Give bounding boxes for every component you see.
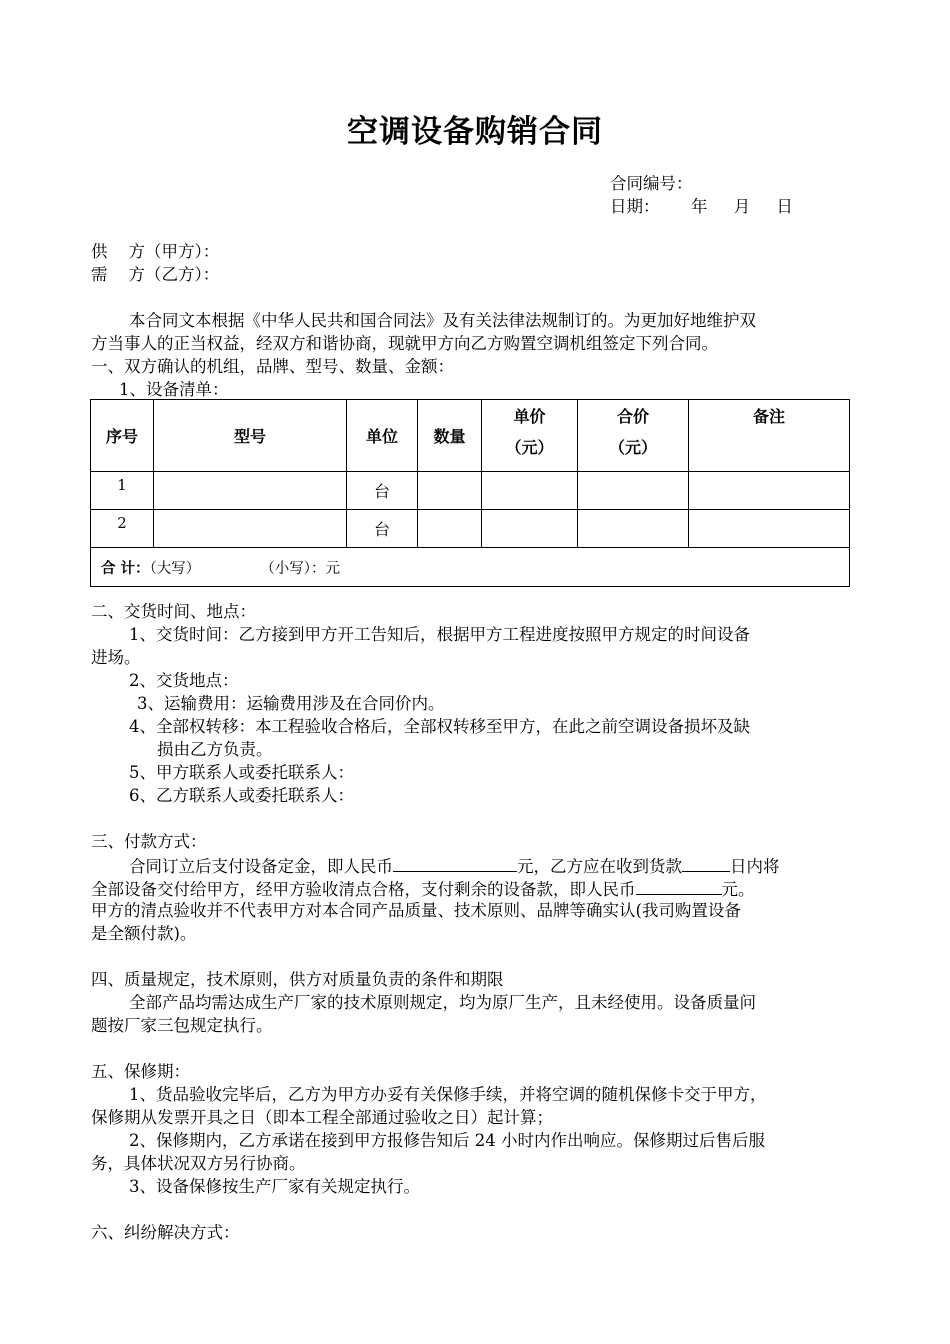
payment-receive-text: 元，乙方应在收到货款: [517, 857, 682, 876]
row-unit: 台: [347, 510, 418, 548]
warranty-item-2-line-1: 2、保修期内，乙方承诺在接到甲方报修告知后 24 小时内作出响应。保修期过后售后服: [129, 1131, 765, 1150]
intro-line-1: 本合同文本根据《中华人民共和国合同法》及有关法律法规制订的。为更加好地维护双: [129, 311, 756, 330]
sum-cell: [91, 548, 850, 587]
contract-number: 合同编号：: [610, 174, 693, 193]
quality-line-1: 全部产品均需达成生产厂家的技术原则规定，均为原厂生产，且未经使用。设备质量问: [129, 993, 756, 1012]
header-model: 型号: [154, 400, 347, 472]
header-qty: 数量: [418, 400, 482, 472]
header-unit: 单位: [347, 400, 418, 472]
supplier-party: 供 方（甲方）：: [91, 242, 220, 261]
party-a-contact: 5、甲方联系人或委托联系人：: [129, 763, 354, 782]
payment-yuan-text: 元。: [721, 880, 755, 899]
row-unit: 台: [347, 472, 418, 510]
section-4-heading: 四、质量规定，技术原则，供方对质量负责的条件和期限: [91, 970, 504, 989]
section-2-heading: 二、交货时间、地点：: [91, 602, 256, 621]
header-total-price-label: 合价: [616, 407, 649, 426]
warranty-item-2-line-2: 务，具体状况双方另行协商。: [91, 1154, 306, 1173]
delivery-time-line-2: 进场。: [91, 648, 141, 667]
delivery-days-blank[interactable]: [682, 854, 730, 872]
header-remark: 备注: [689, 400, 850, 472]
sum-text: （大写） （小写）：元: [149, 560, 340, 577]
row-remark: [689, 472, 850, 510]
equipment-list-label: 1、设备清单：: [119, 380, 229, 399]
table-row: [91, 472, 850, 510]
section-6-heading: 六、纠纷解决方式：: [91, 1223, 240, 1242]
row-no: 1: [91, 472, 154, 510]
header-total-price-currency: （元）: [608, 438, 657, 457]
sum-label: 合 计：: [101, 559, 150, 577]
warranty-item-1-line-1: 1、货品验收完毕后，乙方为甲方办妥有关保修手续，并将空调的随机保修卡交于甲方，: [129, 1085, 767, 1104]
document-title: 空调设备购销合同: [347, 114, 603, 150]
header-unit-price-label: 单价: [513, 407, 546, 426]
table-header-row: [91, 400, 850, 472]
row-total-price: [578, 472, 689, 510]
table-row: [91, 510, 850, 548]
payment-deposit-text: 合同订立后支付设备定金，即人民币: [129, 857, 393, 876]
payment-balance-text: 全部设备交付给甲方，经甲方验收清点合格，支付剩余的设备款，即人民币: [91, 880, 636, 899]
payment-line-4: 是全额付款)。: [91, 924, 197, 943]
deposit-amount-blank[interactable]: [393, 854, 517, 872]
row-model: [154, 472, 347, 510]
delivery-time-line-1: 1、交货时间：乙方接到甲方开工告知后，根据甲方工程进度按照甲方规定的时间设备: [129, 625, 750, 644]
table-sum-row: [91, 548, 850, 587]
contract-date: 日期： 年 月 日: [610, 197, 793, 216]
equipment-table: [90, 399, 850, 587]
ownership-line-1: 4、全部权转移：本工程验收合格后，全部权转移至甲方，在此之前空调设备损坏及缺: [129, 717, 750, 736]
intro-line-2: 方当事人的正当权益，经双方和谐协商，现就甲方向乙方购置空调机组签定下列合同。: [91, 334, 718, 353]
warranty-item-1-line-2: 保修期从发票开具之日（即本工程全部通过验收之日）起计算；: [91, 1108, 553, 1127]
row-qty: [418, 472, 482, 510]
header-unit-price-currency: （元）: [505, 438, 554, 457]
row-unit-price: [482, 510, 578, 548]
header-unit-price: [482, 400, 578, 472]
header-total-price: [578, 400, 689, 472]
section-3-heading: 三、付款方式：: [91, 832, 207, 851]
row-model: [154, 510, 347, 548]
row-remark: [689, 510, 850, 548]
delivery-place: 2、交货地点：: [129, 671, 239, 690]
ownership-line-2: 损由乙方负责。: [157, 740, 273, 759]
row-total-price: [578, 510, 689, 548]
row-unit-price: [482, 472, 578, 510]
section-5-heading: 五、保修期：: [91, 1062, 190, 1081]
payment-days-text: 日内将: [730, 857, 780, 876]
warranty-item-3: 3、设备保修按生产厂家有关规定执行。: [129, 1177, 420, 1196]
payment-line-3: 甲方的清点验收并不代表甲方对本合同产品质量、技术原则、品牌等确实认(我司购置设备: [91, 901, 741, 920]
row-no: 2: [91, 510, 154, 548]
balance-amount-blank[interactable]: [636, 877, 722, 895]
quality-line-2: 题按厂家三包规定执行。: [91, 1016, 273, 1035]
payment-line-1: [129, 854, 780, 878]
row-qty: [418, 510, 482, 548]
section-1-heading: 一、双方确认的机组，品牌、型号、数量、金额：: [91, 357, 454, 376]
payment-line-2: [91, 877, 755, 901]
transport-cost: 3、运输费用：运输费用涉及在合同价内。: [137, 694, 445, 713]
buyer-party: 需 方（乙方）：: [91, 265, 220, 284]
header-no: 序号: [91, 400, 154, 472]
party-b-contact: 6、乙方联系人或委托联系人：: [129, 786, 354, 805]
